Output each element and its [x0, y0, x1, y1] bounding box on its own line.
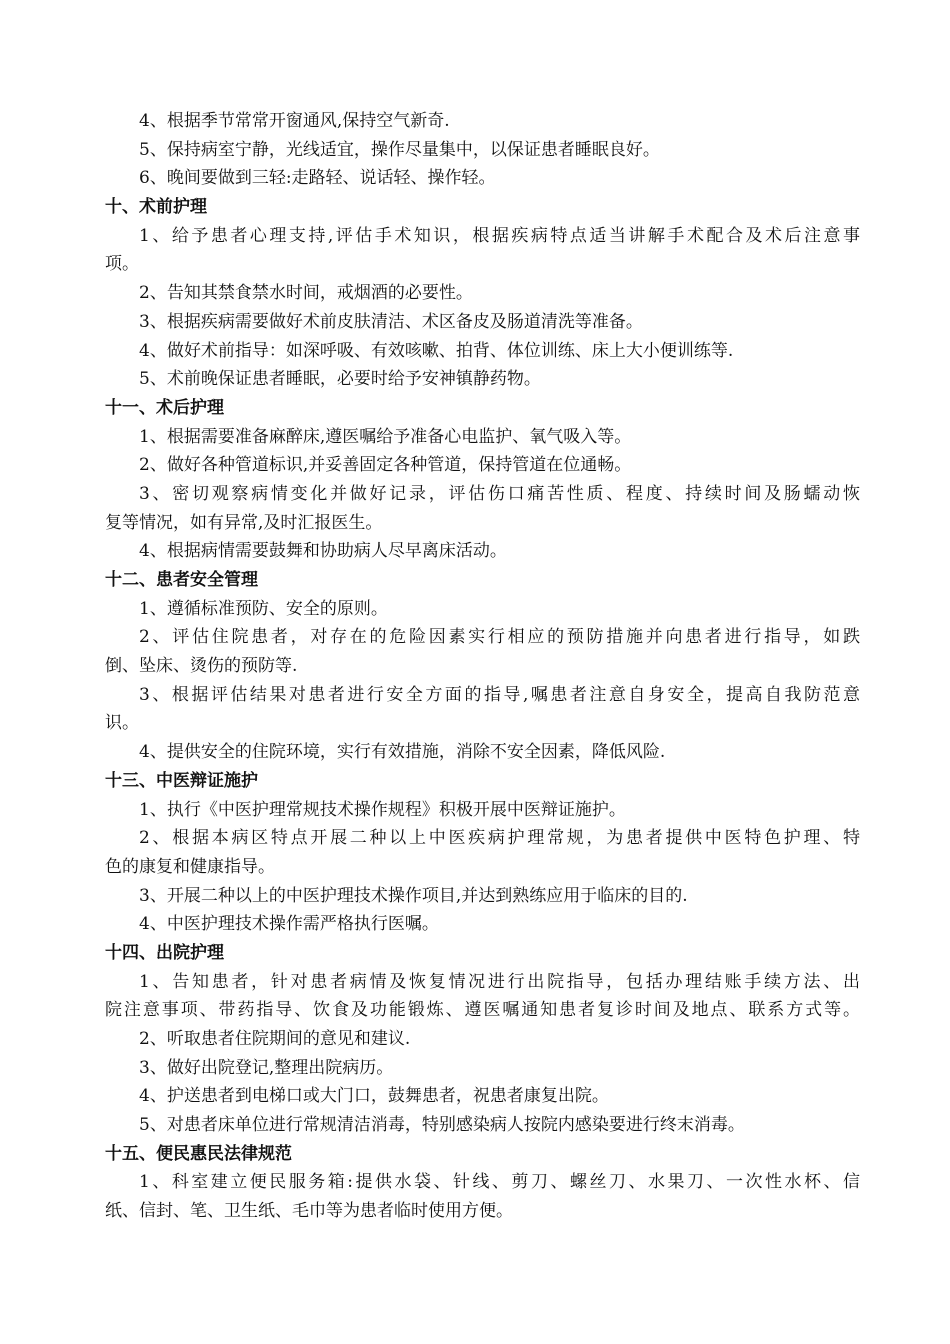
- list-item-text: 2、评估住院患者，对存在的危险因素实行相应的预防措施并向患者进行指导，如跌: [139, 627, 860, 648]
- continuation-text: 复等情况，如有异常,及时汇报医生。: [105, 512, 383, 533]
- list-item-text: 6、晚间要做到三轻:走路轻、说话轻、操作轻。: [139, 168, 496, 189]
- list-item-text: 1、给予患者心理支持,评估手术知识，根据疾病特点适当讲解手术配合及术后注意事: [139, 225, 860, 246]
- continuation-text: 倒、坠床、烫伤的预防等.: [105, 656, 298, 677]
- section-heading: 十三、中医辩证施护: [105, 770, 258, 791]
- list-item-text: 2、听取患者住院期间的意见和建议.: [139, 1029, 411, 1049]
- list-item-text: 4、中医护理技术操作需严格执行医嘱。: [139, 914, 439, 935]
- list-item-text: 4、根据病情需要鼓舞和协助病人尽早离床活动。: [139, 541, 507, 562]
- list-item-text: 1、根据需要准备麻醉床,遵医嘱给予准备心电监护、氧气吸入等。: [139, 426, 632, 447]
- list-item-text: 1、科室建立便民服务箱:提供水袋、针线、剪刀、螺丝刀、水果刀、一次性水杯、信: [139, 1172, 860, 1193]
- list-item-text: 4、根据季节常常开窗通风,保持空气新奇.: [139, 111, 450, 131]
- list-item-text: 2、告知其禁食禁水时间，戒烟酒的必要性。: [139, 283, 473, 304]
- list-item-text: 3、密切观察病情变化并做好记录，评估伤口痛苦性质、程度、持续时间及肠蠕动恢: [139, 483, 860, 504]
- list-item-text: 3、开展二种以上的中医护理技术操作项目,并达到熟练应用于临床的目的.: [139, 885, 688, 906]
- section-heading: 十一、术后护理: [105, 397, 224, 418]
- list-item-text: 1、告知患者，针对患者病情及恢复情况进行出院指导，包括办理结账手续方法、出: [139, 971, 860, 992]
- continuation-text: 色的康复和健康指导。: [105, 856, 275, 877]
- continuation-text: 项。: [105, 254, 139, 275]
- list-item-text: 2、做好各种管道标识,并妥善固定各种管道，保持管道在位通畅。: [139, 455, 632, 476]
- document-body: [105, 107, 860, 1226]
- list-item-text: 3、根据评估结果对患者进行安全方面的指导,嘱患者注意自身安全，提高自我防范意: [139, 684, 860, 705]
- section-heading: 十四、出院护理: [105, 942, 224, 963]
- list-item-text: 1、执行《中医护理常规技术操作规程》积极开展中医辩证施护。: [139, 799, 626, 820]
- list-item-text: 4、护送患者到电梯口或大门口，鼓舞患者，祝患者康复出院。: [139, 1086, 609, 1107]
- list-item-text: 5、术前晚保证患者睡眠，必要时给予安神镇静药物。: [139, 369, 541, 390]
- section-heading: 十五、便民惠民法律规范: [105, 1143, 292, 1164]
- continuation-text: 院注意事项、带药指导、饮食及功能锻炼、遵医嘱通知患者复诊时间及地点、联系方式等。: [105, 1000, 860, 1021]
- list-item-text: 3、根据疾病需要做好术前皮肤清洁、术区备皮及肠道清洗等准备。: [139, 311, 643, 332]
- list-item-text: 5、对患者床单位进行常规清洁消毒，特别感染病人按院内感染要进行终末消毒。: [139, 1115, 745, 1136]
- continuation-text: 识。: [105, 713, 139, 734]
- list-item-text: 4、提供安全的住院环境，实行有效措施，消除不安全因素，降低风险.: [139, 742, 666, 763]
- continuation-text: 纸、信封、笔、卫生纸、毛巾等为患者临时使用方便。: [105, 1201, 513, 1222]
- list-item-text: 2、根据本病区特点开展二种以上中医疾病护理常规，为患者提供中医特色护理、特: [139, 828, 860, 849]
- list-item-text: 4、做好术前指导：如深呼吸、有效咳嗽、拍背、体位训练、床上大小便训练等.: [139, 340, 734, 361]
- list-item-text: 3、做好出院登记,整理出院病历。: [139, 1057, 394, 1078]
- section-heading: 十二、患者安全管理: [105, 570, 258, 590]
- list-item-text: 1、遵循标准预防、安全的原则。: [139, 598, 388, 619]
- list-item-text: 5、保持病室宁静，光线适宜，操作尽量集中，以保证患者睡眠良好。: [139, 139, 660, 160]
- section-heading: 十、术前护理: [105, 197, 207, 218]
